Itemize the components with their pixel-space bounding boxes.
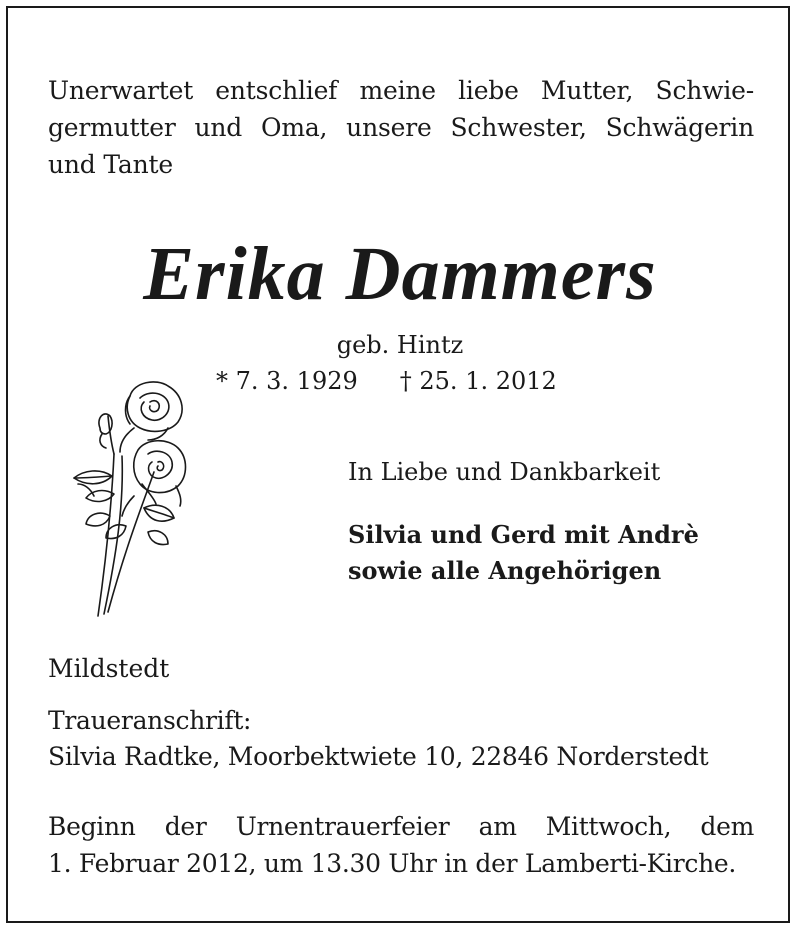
intro-text (48, 72, 754, 183)
birth-date: * 7. 3. 1929 (216, 367, 358, 395)
intro-line-2: germutter und Oma, unsere Schwester, Schwägerin (48, 113, 754, 142)
life-dates (216, 366, 557, 396)
intro-line-1: Unerwartet entschlief meine liebe Mutter, Schwie- (48, 76, 754, 105)
place-name: Mildstedt (48, 654, 170, 683)
service-line-2: 1. Februar 2012, um 13.30 Uhr in der Lamberti-Kirche. (48, 849, 737, 878)
roses-icon (64, 376, 194, 621)
death-date: † 25. 1. 2012 (399, 367, 557, 395)
address-label: Traueranschrift: (48, 706, 252, 735)
thanks-text: In Liebe und Dankbarkeit (348, 458, 661, 486)
service-line-1: Beginn der Urnentrauerfeier am Mittwoch, dem (48, 812, 754, 841)
service-info (48, 808, 754, 882)
mourning-address (48, 703, 708, 775)
deceased-name: Erika Dammers (143, 232, 657, 316)
address-value: Silvia Radtke, Moorbektwiete 10, 22846 Norderstedt (48, 742, 709, 771)
family-line-2: sowie alle Angehörigen (348, 556, 662, 585)
family-signature (348, 517, 699, 589)
intro-line-3: und Tante (48, 150, 173, 179)
family-line-1: Silvia und Gerd mit Andrè (348, 520, 699, 549)
birth-name: geb. Hintz (336, 331, 464, 359)
obituary-notice (6, 6, 790, 923)
